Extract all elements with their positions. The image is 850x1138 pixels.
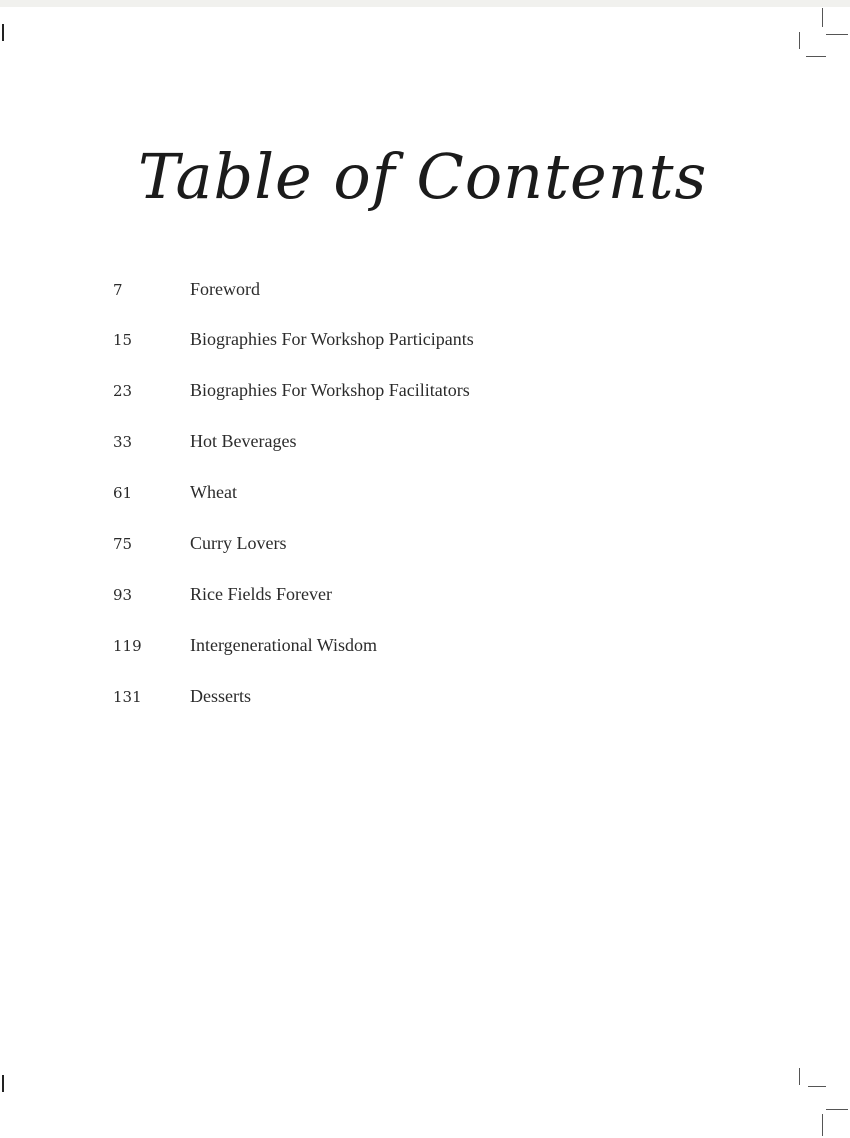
page-title-text: Table of Contents [138, 140, 708, 213]
toc-entry-title: Foreword [190, 279, 260, 299]
toc-page-number: 119 [113, 637, 142, 655]
toc-entry-title: Intergenerational Wisdom [190, 635, 378, 655]
toc-entry[interactable] [113, 635, 377, 661]
toc-page-number: 33 [113, 433, 133, 451]
toc-entry-title: Biographies For Workshop Participants [190, 329, 474, 349]
toc-entry[interactable] [113, 533, 286, 559]
toc-entry[interactable] [113, 482, 237, 508]
toc-entry-title: Hot Beverages [190, 431, 297, 451]
toc-page-number: 75 [113, 535, 133, 553]
toc-entry[interactable] [113, 686, 251, 712]
toc-entry-title: Biographies For Workshop Facilitators [190, 380, 470, 400]
toc-entry[interactable] [113, 431, 296, 457]
toc-page-number: 61 [113, 484, 133, 502]
toc-entry-title: Rice Fields Forever [190, 584, 332, 604]
toc-entry[interactable] [113, 584, 332, 610]
top-strip [0, 0, 850, 7]
toc-page-number: 131 [113, 688, 142, 706]
toc-entry-title: Wheat [190, 482, 237, 502]
page-title [132, 140, 708, 250]
toc-entry-title: Desserts [190, 686, 251, 706]
toc-page-number: 23 [113, 382, 133, 400]
toc-entry[interactable] [113, 279, 260, 305]
toc-entry-title: Curry Lovers [190, 533, 287, 553]
toc-page-number: 15 [113, 331, 133, 349]
toc-page-number: 7 [113, 281, 123, 299]
toc-entry[interactable] [113, 329, 474, 355]
toc-entry[interactable] [113, 380, 470, 406]
toc-page-number: 93 [113, 586, 133, 604]
